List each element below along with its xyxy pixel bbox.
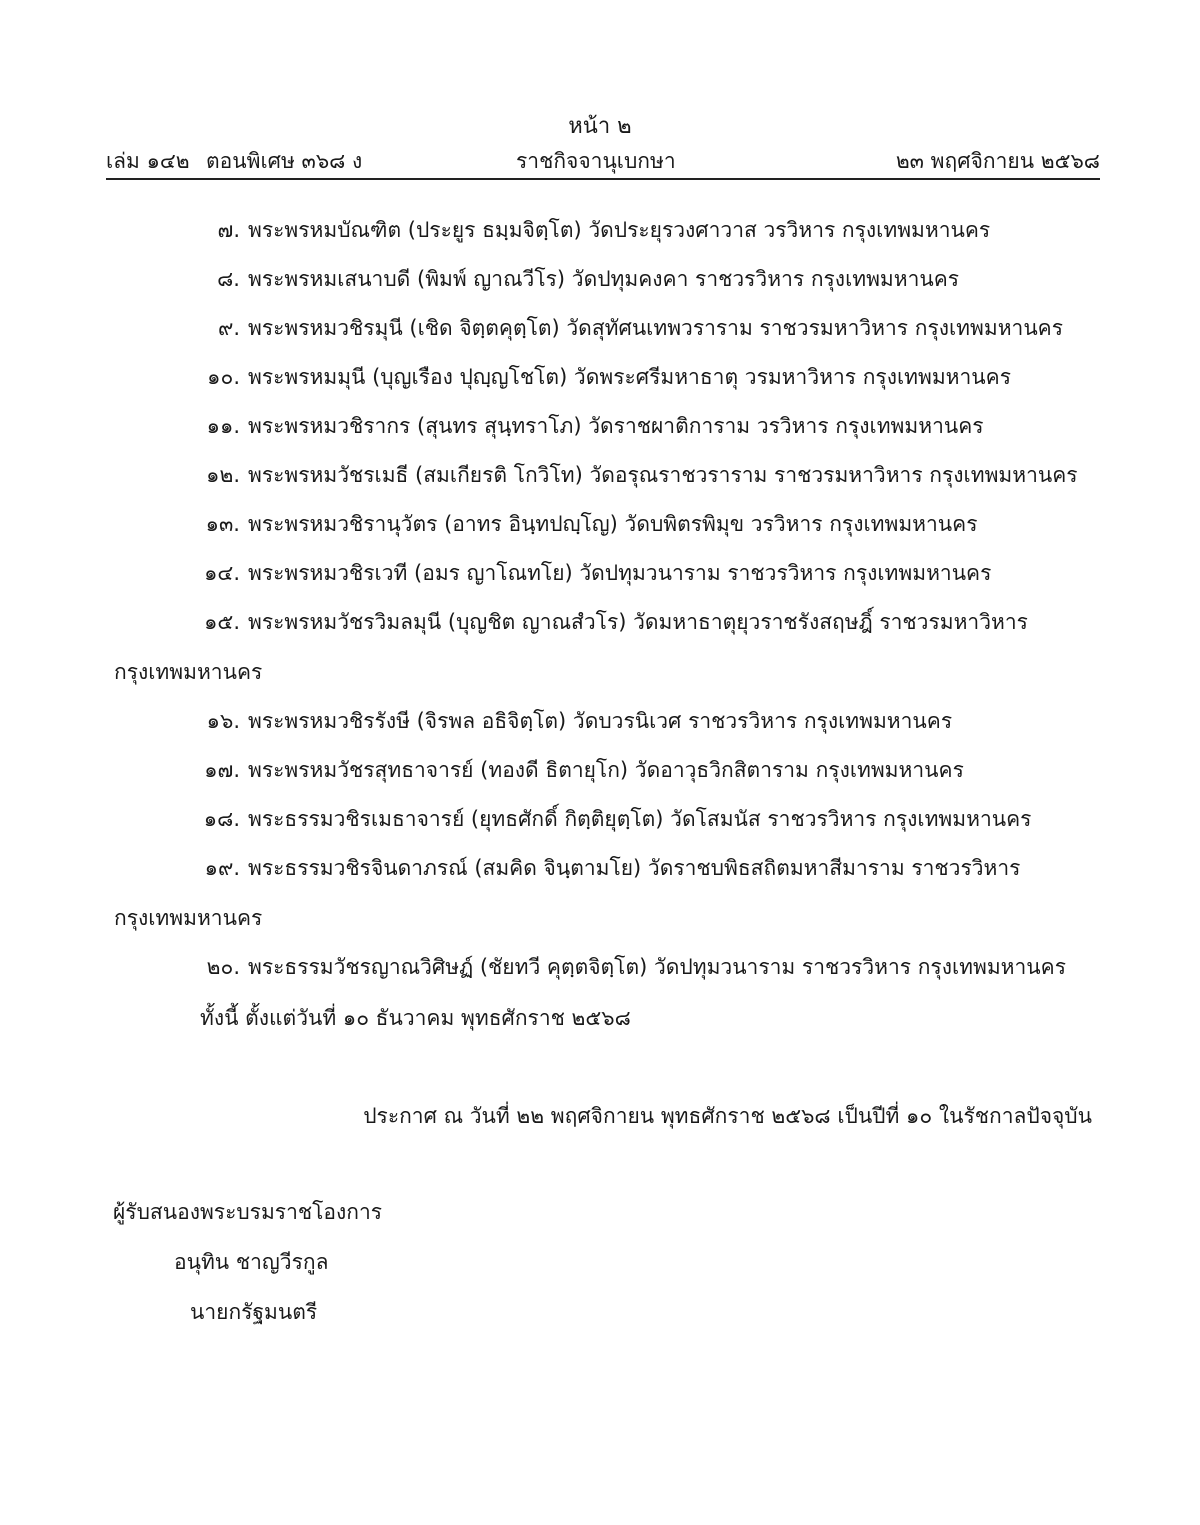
list-item	[0, 263, 1200, 297]
list-item	[0, 606, 1200, 640]
item-text: พระธรรมวชิรเมธาจารย์ (ยุทธศักดิ์ กิตฺติยุตฺโต) วัดโสมนัส ราชวรวิหาร กรุงเทพมหานคร	[248, 807, 1032, 831]
item-text: พระพรหมวชิรเวที (อมร ญาโณทโย) วัดปทุมวนาราม ราชวรวิหาร กรุงเทพมหานคร	[248, 561, 992, 585]
list-item	[0, 410, 1200, 444]
item-number: ๑๑.	[206, 414, 240, 438]
volume-number: เล่ม ๑๔๒	[106, 149, 190, 173]
item-number: ๑๙.	[204, 856, 240, 880]
item-text: พระพรหมวชิรานุวัตร (อาทร อินฺทปญฺโญ) วัดบพิตรพิมุข วรวิหาร กรุงเทพมหานคร	[248, 512, 978, 536]
item-text: พระพรหมวชิรากร (สุนทร สุนฺทราโภ) วัดราชผาติการาม วรวิหาร กรุงเทพมหานคร	[248, 414, 984, 438]
item-number: ๑๖.	[206, 709, 240, 733]
item-number: ๒๐.	[206, 955, 240, 979]
item-number: ๙.	[217, 316, 240, 340]
header-divider	[106, 178, 1100, 180]
item-continuation: กรุงเทพมหานคร	[114, 906, 263, 930]
item-text: พระพรหมวชิรมุนี (เชิด จิตฺตคุตฺโต) วัดสุทัศนเทพวราราม ราชวรมหาวิหาร กรุงเทพมหานคร	[248, 316, 1064, 340]
item-number: ๑๕.	[204, 610, 240, 634]
list-item	[0, 508, 1200, 542]
item-number: ๑๐.	[207, 365, 240, 389]
list-item	[0, 312, 1200, 346]
item-continuation: กรุงเทพมหานคร	[114, 660, 263, 684]
gazette-header	[106, 145, 1100, 177]
list-item	[0, 214, 1200, 248]
list-item	[0, 705, 1200, 739]
item-number: ๑๘.	[203, 807, 240, 831]
item-text: พระพรหมเสนาบดี (พิมพ์ ญาณวีโร) วัดปทุมคงคา ราชวรวิหาร กรุงเทพมหานคร	[248, 267, 960, 291]
item-text: พระพรหมมุนี (บุญเรือง ปุญฺญโชโต) วัดพระศรีมหาธาตุ วรมหาวิหาร กรุงเทพมหานคร	[248, 365, 1011, 389]
list-item	[0, 557, 1200, 591]
list-item	[0, 754, 1200, 788]
signer-title: นายกรัฐมนตรี	[190, 1300, 318, 1324]
item-text: พระพรหมวชิรรังษี (จิรพล อธิจิตฺโต) วัดบวรนิเวศ ราชวรวิหาร กรุงเทพมหานคร	[248, 709, 953, 733]
item-text: พระธรรมวัชรญาณวิศิษฏ์ (ชัยทวี คุตฺตจิตฺโต) วัดปทุมวนาราม ราชวรวิหาร กรุงเทพมหานคร	[248, 955, 1066, 979]
item-text: พระพรหมบัณฑิต (ประยูร ธมฺมจิตฺโต) วัดประยุรวงศาวาส วรวิหาร กรุงเทพมหานคร	[248, 218, 991, 242]
item-text: พระพรหมวัชรเมธี (สมเกียรติ โกวิโท) วัดอรุณราชวราราม ราชวรมหาวิหาร กรุงเทพมหานคร	[248, 463, 1078, 487]
issue-number: ตอนพิเศษ ๓๖๘ ง	[206, 149, 363, 173]
countersign-label: ผู้รับสนองพระบรมราชโองการ	[113, 1200, 383, 1224]
gazette-name: ราชกิจจานุเบกษา	[516, 149, 676, 173]
item-number: ๘.	[217, 267, 240, 291]
item-text: พระธรรมวชิรจินดาภรณ์ (สมคิด จินฺตามโย) วัดราชบพิธสถิตมหาสีมาราม ราชวรวิหาร	[248, 856, 1021, 880]
item-text: พระพรหมวัชรวิมลมุนี (บุญชิต ญาณสํวโร) วัดมหาธาตุยุวราชรังสฤษฎิ์ ราชวรมหาวิหาร	[248, 610, 1028, 634]
list-item	[0, 852, 1200, 886]
effective-date: ทั้งนี้ ตั้งแต่วันที่ ๑๐ ธันวาคม พุทธศักราช ๒๕๖๘	[200, 1006, 631, 1030]
announcement-date: ประกาศ ณ วันที่ ๒๒ พฤศจิกายน พุทธศักราช ๒๕๖๘ เป็นปีที่ ๑๐ ในรัชกาลปัจจุบัน	[363, 1104, 1092, 1128]
item-number: ๑๔.	[204, 561, 240, 585]
item-number: ๑๒.	[206, 463, 240, 487]
signer-name: อนุทิน ชาญวีรกูล	[174, 1250, 329, 1274]
list-item	[0, 951, 1200, 985]
item-text: พระพรหมวัชรสุทธาจารย์ (ทองดี ธิตายุโก) วัดอาวุธวิกสิตาราม กรุงเทพมหานคร	[248, 758, 964, 782]
list-item	[0, 361, 1200, 395]
list-item	[0, 803, 1200, 837]
publication-date: ๒๓ พฤศจิกายน ๒๕๖๘	[895, 149, 1100, 173]
item-number: ๗.	[217, 218, 240, 242]
item-number: ๑๗.	[204, 758, 240, 782]
list-item	[0, 459, 1200, 493]
page-number: หน้า ๒	[568, 114, 632, 139]
item-number: ๑๓.	[205, 512, 240, 536]
